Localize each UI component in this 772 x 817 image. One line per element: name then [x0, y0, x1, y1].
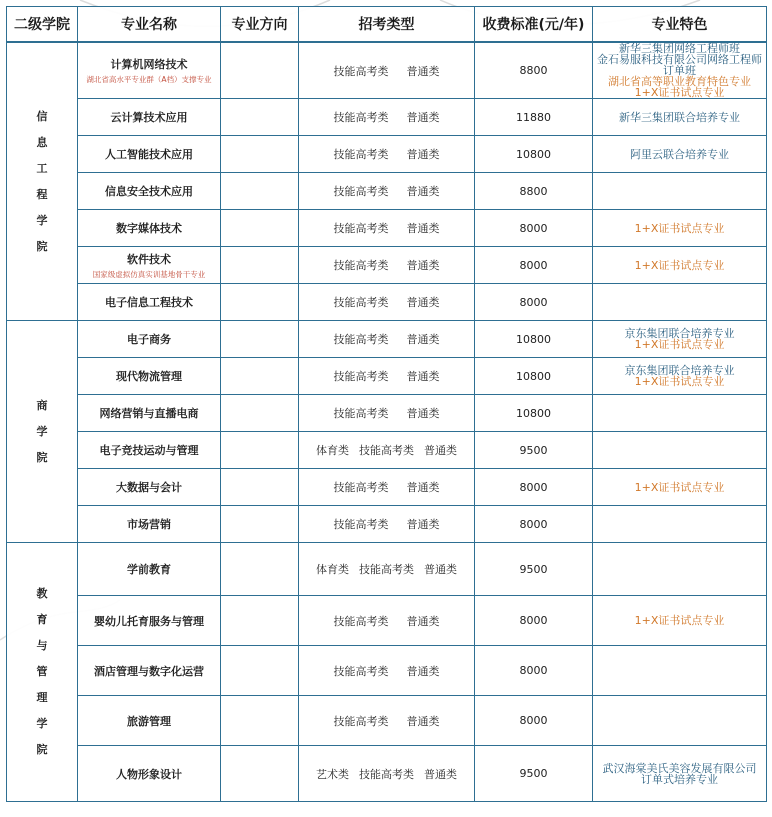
feature-text: 1+X证书试点专业	[634, 86, 725, 99]
feature-text: 武汉海棠美氏美容发展有限公司	[602, 761, 757, 775]
college-name-char: 教	[36, 587, 48, 600]
table-row	[7, 99, 767, 136]
exam-type: 艺术类	[316, 767, 349, 781]
fee-cell: 8000	[475, 646, 593, 696]
fee-cell: 8000	[475, 696, 593, 746]
table-row	[7, 173, 767, 210]
exam-type: 技能高考类	[333, 518, 389, 531]
features-cell	[593, 321, 767, 358]
college-name-char: 信	[36, 109, 48, 123]
exam-type: 技能高考类	[333, 259, 389, 272]
feature-text: 阿里云联合培养专业	[630, 147, 729, 161]
features-cell	[593, 746, 767, 802]
table-row	[7, 358, 767, 395]
major-name: 现代物流管理	[116, 370, 182, 383]
exam-type: 普通类	[406, 64, 440, 78]
major-name: 学前教育	[127, 563, 171, 576]
exam-type: 技能高考类	[333, 111, 389, 124]
exam-type: 普通类	[406, 481, 440, 494]
college-name-char: 学	[36, 424, 48, 438]
exam-type: 体育类	[316, 563, 349, 576]
exam-type-cell	[299, 99, 475, 136]
exam-type: 技能高考类	[333, 222, 389, 235]
direction-cell	[221, 321, 299, 358]
fee-cell: 8800	[475, 173, 593, 210]
major-cell	[78, 432, 221, 469]
exam-type-cell	[299, 42, 475, 99]
college-name-char: 学	[36, 213, 48, 227]
college-name-char: 与	[36, 639, 48, 652]
major-name: 云计算技术应用	[110, 111, 188, 124]
major-cell	[78, 136, 221, 173]
exam-type-cell	[299, 746, 475, 802]
major-name: 电子信息工程技术	[105, 296, 193, 309]
exam-type: 技能高考类	[333, 148, 389, 161]
fee-cell: 8000	[475, 506, 593, 543]
header-college: 二级学院	[7, 7, 78, 43]
table-row	[7, 247, 767, 284]
fee-cell: 9500	[475, 543, 593, 596]
major-cell	[78, 469, 221, 506]
features-cell	[593, 210, 767, 247]
features-cell	[593, 136, 767, 173]
admission-table	[6, 6, 767, 802]
major-name: 信息安全技术应用	[105, 185, 193, 198]
college-name-char: 院	[36, 450, 48, 464]
feature-text: 金石易服科技有限公司网络工程师订单班	[597, 53, 762, 77]
exam-type: 技能高考类	[359, 444, 414, 457]
exam-type: 普通类	[424, 444, 457, 457]
exam-type: 技能高考类	[333, 481, 389, 494]
exam-type: 技能高考类	[333, 333, 389, 346]
fee-cell: 9500	[475, 432, 593, 469]
exam-type-cell	[299, 173, 475, 210]
table-row	[7, 284, 767, 321]
direction-cell	[221, 247, 299, 284]
major-cell	[78, 596, 221, 646]
college-name-char: 商	[36, 398, 48, 412]
major-cell	[78, 99, 221, 136]
feature-text: 订单式培养专业	[641, 772, 718, 786]
direction-cell	[221, 42, 299, 99]
direction-cell	[221, 358, 299, 395]
fee-cell: 8000	[475, 210, 593, 247]
college-name-char: 息	[36, 135, 48, 149]
exam-type: 技能高考类	[359, 563, 414, 576]
direction-cell	[221, 395, 299, 432]
table-row	[7, 432, 767, 469]
fee-cell: 8000	[475, 247, 593, 284]
major-cell	[78, 358, 221, 395]
college-name-char: 理	[36, 691, 48, 704]
features-cell	[593, 173, 767, 210]
header-row	[7, 7, 767, 43]
exam-type: 普通类	[406, 518, 440, 531]
exam-type: 技能高考类	[333, 664, 389, 678]
major-name: 人工智能技术应用	[105, 148, 193, 161]
direction-cell	[221, 596, 299, 646]
fee-cell: 10800	[475, 136, 593, 173]
exam-type: 技能高考类	[333, 185, 389, 198]
major-cell	[78, 173, 221, 210]
major-cell	[78, 696, 221, 746]
major-name: 市场营销	[127, 518, 171, 531]
table-row	[7, 210, 767, 247]
features-cell	[593, 469, 767, 506]
features-cell	[593, 506, 767, 543]
fee-cell: 10800	[475, 358, 593, 395]
major-cell	[78, 210, 221, 247]
table-row	[7, 321, 767, 358]
header-fee: 收费标准(元/年)	[475, 7, 593, 43]
table-row	[7, 469, 767, 506]
major-name: 大数据与会计	[116, 481, 182, 494]
features-cell	[593, 543, 767, 596]
table-row	[7, 543, 767, 596]
major-name: 软件技术	[127, 252, 171, 266]
features-cell	[593, 696, 767, 746]
exam-type: 普通类	[406, 664, 440, 678]
direction-cell	[221, 543, 299, 596]
header-features: 专业特色	[593, 7, 767, 43]
feature-text: 新华三集团联合培养专业	[619, 110, 740, 124]
features-cell	[593, 646, 767, 696]
features-cell	[593, 284, 767, 321]
direction-cell	[221, 136, 299, 173]
exam-type-cell	[299, 136, 475, 173]
feature-text: 1+X证书试点专业	[634, 338, 725, 351]
feature-text: 1+X证书试点专业	[634, 480, 725, 494]
table-row	[7, 596, 767, 646]
fee-cell: 9500	[475, 746, 593, 802]
exam-type: 技能高考类	[333, 296, 389, 309]
feature-text: 1+X证书试点专业	[634, 221, 725, 235]
direction-cell	[221, 696, 299, 746]
exam-type: 普通类	[406, 614, 440, 628]
college-name-char: 工	[36, 161, 48, 175]
exam-type: 普通类	[406, 370, 440, 383]
exam-type-cell	[299, 358, 475, 395]
exam-type-cell	[299, 210, 475, 247]
exam-type: 普通类	[406, 185, 440, 198]
exam-type: 技能高考类	[359, 767, 414, 781]
major-cell	[78, 247, 221, 284]
college-cell	[7, 42, 78, 321]
exam-type-cell	[299, 506, 475, 543]
feature-text: 1+X证书试点专业	[634, 258, 725, 272]
exam-type: 普通类	[406, 296, 440, 309]
exam-type: 技能高考类	[333, 64, 389, 78]
direction-cell	[221, 646, 299, 696]
table-row	[7, 395, 767, 432]
exam-type: 技能高考类	[333, 370, 389, 383]
major-name: 酒店管理与数字化运营	[94, 664, 204, 678]
features-cell	[593, 395, 767, 432]
college-name-char: 院	[36, 743, 48, 756]
fee-cell: 10800	[475, 395, 593, 432]
major-note: 国家级虚拟仿真实训基地骨干专业	[92, 269, 206, 279]
table-row	[7, 646, 767, 696]
exam-type-cell	[299, 395, 475, 432]
major-name: 电子竞技运动与管理	[99, 444, 199, 457]
exam-type: 技能高考类	[333, 614, 389, 628]
exam-type: 技能高考类	[333, 714, 389, 728]
major-cell	[78, 746, 221, 802]
exam-type: 普通类	[406, 407, 440, 420]
fee-cell: 10800	[475, 321, 593, 358]
features-cell	[593, 247, 767, 284]
exam-type: 技能高考类	[333, 407, 389, 420]
major-name: 数字媒体技术	[116, 222, 182, 235]
direction-cell	[221, 210, 299, 247]
exam-type: 普通类	[406, 259, 440, 272]
table-row	[7, 42, 767, 99]
major-name: 旅游管理	[127, 714, 171, 728]
table-row	[7, 506, 767, 543]
direction-cell	[221, 469, 299, 506]
major-note: 湖北省高水平专业群（A档）支撑专业	[86, 75, 212, 84]
features-cell	[593, 99, 767, 136]
direction-cell	[221, 284, 299, 321]
major-cell	[78, 395, 221, 432]
header-direction: 专业方向	[221, 7, 299, 43]
feature-text: 1+X证书试点专业	[634, 614, 725, 627]
exam-type: 普通类	[406, 148, 440, 161]
major-name: 婴幼儿托育服务与管理	[94, 614, 204, 628]
feature-text: 京东集团联合培养专业	[624, 327, 735, 340]
header-exam-type: 招考类型	[299, 7, 475, 43]
major-cell	[78, 506, 221, 543]
exam-type-cell	[299, 469, 475, 506]
exam-type: 普通类	[406, 222, 440, 235]
major-name: 网络营销与直播电商	[99, 407, 199, 420]
exam-type: 普通类	[424, 563, 457, 576]
college-name-char: 管	[36, 665, 48, 678]
major-cell	[78, 543, 221, 596]
feature-text: 1+X证书试点专业	[634, 375, 725, 388]
college-name-char: 学	[36, 717, 48, 730]
exam-type-cell	[299, 646, 475, 696]
major-name: 计算机网络技术	[110, 58, 188, 71]
exam-type: 普通类	[406, 111, 440, 124]
feature-text: 京东集团联合培养专业	[624, 364, 735, 377]
exam-type: 普通类	[424, 767, 457, 781]
major-cell	[78, 284, 221, 321]
exam-type: 体育类	[316, 444, 349, 457]
major-cell	[78, 646, 221, 696]
direction-cell	[221, 173, 299, 210]
header-major: 专业名称	[78, 7, 221, 43]
features-cell	[593, 42, 767, 99]
college-cell	[7, 321, 78, 543]
direction-cell	[221, 432, 299, 469]
exam-type: 普通类	[406, 333, 440, 346]
table-row	[7, 696, 767, 746]
direction-cell	[221, 99, 299, 136]
fee-cell: 8000	[475, 596, 593, 646]
feature-text: 湖北省高等职业教育特色专业	[608, 75, 751, 88]
major-cell	[78, 42, 221, 99]
fee-cell: 11880	[475, 99, 593, 136]
exam-type-cell	[299, 696, 475, 746]
features-cell	[593, 358, 767, 395]
exam-type-cell	[299, 543, 475, 596]
major-cell	[78, 321, 221, 358]
direction-cell	[221, 506, 299, 543]
features-cell	[593, 432, 767, 469]
exam-type-cell	[299, 432, 475, 469]
college-name-char: 育	[36, 613, 48, 626]
direction-cell	[221, 746, 299, 802]
exam-type: 普通类	[406, 714, 440, 728]
college-name-char: 程	[36, 187, 48, 201]
exam-type-cell	[299, 284, 475, 321]
table-row	[7, 746, 767, 802]
exam-type-cell	[299, 321, 475, 358]
exam-type-cell	[299, 596, 475, 646]
college-name-char: 院	[36, 239, 48, 253]
table-row	[7, 136, 767, 173]
exam-type-cell	[299, 247, 475, 284]
major-name: 电子商务	[127, 333, 171, 346]
major-name: 人物形象设计	[116, 767, 182, 781]
feature-text: 新华三集团网络工程师班	[619, 42, 740, 55]
college-cell	[7, 543, 78, 802]
fee-cell: 8000	[475, 284, 593, 321]
fee-cell: 8000	[475, 469, 593, 506]
fee-cell: 8800	[475, 42, 593, 99]
features-cell	[593, 596, 767, 646]
